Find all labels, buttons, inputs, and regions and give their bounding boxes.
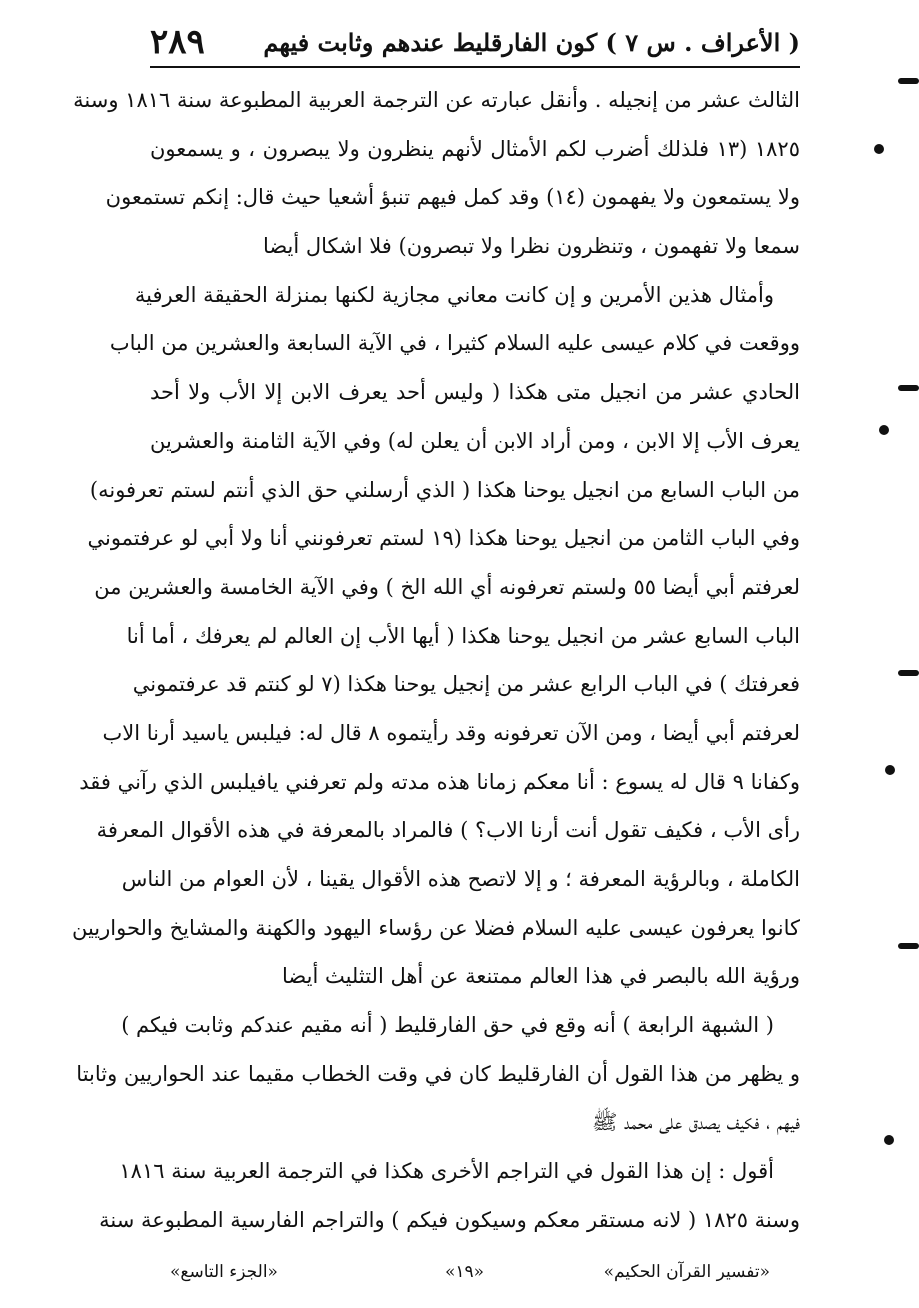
scan-mark <box>898 385 919 391</box>
scan-mark <box>879 425 889 435</box>
text-line: الكاملة ، وبالرؤية المعرفة ؛ و إلا لاتصح هذه الأقوال يقينا ، لأن العوام من الناس <box>121 867 800 891</box>
scan-mark <box>898 943 919 949</box>
text-line: رأى الأب ، فكيف تقول أنت أرنا الاب؟ ) فالمراد بالمعرفة في هذه الأقوال المعرفة <box>96 818 800 843</box>
footer-page-number: «١٩» <box>445 1262 485 1282</box>
text-line: ( الشبهة الرابعة ) أنه وقع في حق الفارقليط ( أنه مقيم عندكم وثابت فيكم ) <box>121 1013 774 1038</box>
footer-part: «الجزء التاسع» <box>170 1262 278 1282</box>
text-line: وكفانا ٩ قال له يسوع : أنا معكم زمانا هذه مدته ولم تعرفني يافيلبس الذي رآني فقد <box>79 769 800 794</box>
scan-mark <box>884 1135 894 1145</box>
text-line: فيهم ، فكيف يصدق على محمد ﷺ <box>591 1110 800 1135</box>
page-footer <box>170 1262 770 1298</box>
text-line: لعرفتم أبي أيضا ، ومن الآن تعرفونه وقد رأيتموه ٨ قال له: فيلبس ياسيد أرنا الاب <box>102 720 800 745</box>
text-line: وسنة ١٨٢٥ ( لانه مستقر معكم وسيكون فيكم ) والتراجم الفارسية المطبوعة سنة <box>99 1207 800 1232</box>
text-line: كانوا يعرفون عيسى عليه السلام فضلا عن رؤساء اليهود والكهنة والمشايخ والحواريين <box>71 915 800 940</box>
header-rule <box>150 66 800 68</box>
body-text <box>71 76 800 1245</box>
text-line: ١٨٢٥ (١٣ فلذلك أضرب لكم الأمثال لأنهم ينظرون ولا يبصرون ، و يسمعون <box>150 136 800 161</box>
running-title: ( الأعراف . س ٧ ) كون الفارقليط عندهم وثابت فيهم <box>263 28 800 57</box>
text-line: وأمثال هذين الأمرين و إن كانت معاني مجازية لكنها بمنزلة الحقيقة العرفية <box>134 282 774 307</box>
page-number: ٢٨٩ <box>150 22 205 62</box>
scan-mark <box>898 670 919 676</box>
text-line: الحادي عشر من انجيل متى هكذا ( وليس أحد يعرف الابن إلا الأب ولا أحد <box>150 380 800 405</box>
text-line: أقول : إن هذا القول في التراجم الأخرى هكذا في الترجمة العربية سنة ١٨١٦ <box>119 1159 774 1184</box>
scan-mark <box>874 144 884 154</box>
footer-book-title: «تفسير القرآن الحكيم» <box>603 1262 770 1282</box>
text-line: يعرف الأب إلا الابن ، ومن أراد الابن أن يعلن له) وفي الآية الثامنة والعشرين <box>150 428 800 453</box>
text-line: الباب السابع عشر من انجيل يوحنا هكذا ( أيها الأب إن العالم لم يعرفك ، أما أنا <box>126 623 800 648</box>
page-header <box>150 22 800 68</box>
text-line: سمعا ولا تفهمون ، وتنظرون نظرا ولا تبصرون) فلا اشكال أيضا <box>262 234 800 259</box>
text-line: ووقعت في كلام عيسى عليه السلام كثيرا ، في الآية السابعة والعشرين من الباب <box>109 331 800 356</box>
text-line: و يظهر من هذا القول أن الفارقليط كان في وقت الخطاب مقيما عند الحواريين وثابتا <box>76 1061 800 1086</box>
text-line: من الباب السابع من انجيل يوحنا هكذا ( الذي أرسلني حق الذي أنتم لستم تعرفونه) <box>89 477 800 502</box>
text-line: فعرفتك ) في الباب الرابع عشر من إنجيل يوحنا هكذا (٧ لو كنتم قد عرفتموني <box>132 672 800 697</box>
text-line: الثالث عشر من إنجيله . وأنقل عبارته عن الترجمة العربية المطبوعة سنة ١٨١٦ وسنة <box>73 88 800 112</box>
text-line: لعرفتم أبي أيضا ٥٥ ولستم تعرفونه أي الله الخ ) وفي الآية الخامسة والعشرين من <box>94 574 800 599</box>
scan-mark <box>898 78 919 84</box>
text-line: وفي الباب الثامن من انجيل يوحنا هكذا (١٩ لستم تعرفونني أنا ولا أبي لو عرفتموني <box>87 526 800 551</box>
text-line: ورؤية الله بالبصر في هذا العالم ممتنعة عن أهل التثليث أيضا <box>282 964 800 989</box>
text-line: ولا يستمعون ولا يفهمون (١٤) وقد كمل فيهم تنبؤ أشعيا حيث قال: إنكم تستمعون <box>105 185 800 210</box>
scan-mark <box>885 765 895 775</box>
